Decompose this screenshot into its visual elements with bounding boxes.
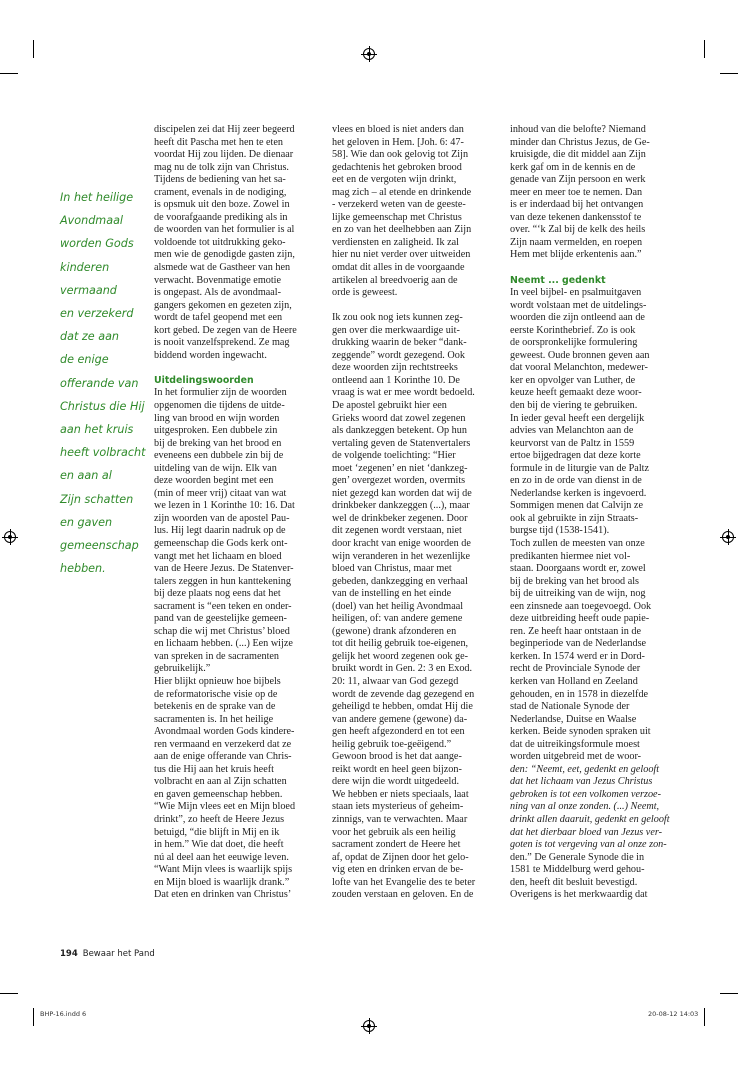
body-line: van deze tekenen dankensstof te bbox=[510, 211, 642, 223]
body-line: De apostel gebruikt hier een bbox=[332, 399, 447, 411]
body-line: schap die wij met Christus’ bloed bbox=[154, 625, 290, 637]
body-line: mag nu de tolk zijn van Christus. bbox=[154, 161, 289, 173]
body-line: volbracht en aan al Zijn schatten bbox=[154, 776, 287, 788]
body-line-italic: gebroken is tot een volkomen verzoe- bbox=[510, 788, 661, 800]
body-line: vertaling geven de Statenvertalers bbox=[332, 437, 471, 449]
body-line: deze uitbreiding heeft oude papie- bbox=[510, 613, 650, 625]
pull-quote-line: Avondmaal bbox=[60, 214, 124, 228]
body-line: Avondmaal worden Gods kindere- bbox=[154, 726, 295, 738]
body-line: vig eten en drinken ervan de be- bbox=[332, 864, 464, 876]
body-line: (min of meer vrij) citaat van wat bbox=[154, 487, 287, 499]
body-line: bruikt wordt in Gen. 2: 3 en Exod. bbox=[332, 663, 473, 675]
body-line: bij deze plaats nog eens dat het bbox=[154, 588, 281, 600]
pull-quote-line: en aan al bbox=[60, 469, 112, 483]
body-line: Sommigen menen dat Calvijn ze bbox=[510, 500, 643, 512]
body-line: dere wijn die wordt uitgedeeld. bbox=[332, 776, 460, 788]
crop-mark bbox=[0, 993, 18, 994]
body-line: omdat dit alles in de voorgaande bbox=[332, 262, 465, 274]
body-line: burgse tijd (1538-1541). bbox=[510, 525, 610, 537]
body-line-italic: drinkt allen daaruit, gedenkt en gelooft bbox=[510, 814, 670, 826]
crop-mark bbox=[0, 73, 18, 74]
body-line: (gewone) drank afzonderen en bbox=[332, 625, 457, 637]
pull-quote-line: de enige bbox=[60, 353, 109, 367]
body-line: kerken. In 1574 werd er in Dord- bbox=[510, 650, 645, 662]
body-line: geheiligd te hebben, omdat Hij die bbox=[332, 701, 473, 713]
body-line: In ieder geval heeft een dergelijk bbox=[510, 412, 645, 424]
body-line: ontleend aan 1 Korinthe 10. De bbox=[332, 374, 460, 386]
body-line: orde is geweest. bbox=[332, 287, 398, 299]
body-line: sacramenten is. In het heilige bbox=[154, 713, 274, 725]
body-line: af, opdat de Zijnen door het gelo- bbox=[332, 851, 469, 863]
registration-mark-icon bbox=[363, 48, 375, 60]
body-line: biddend worden ingewacht. bbox=[154, 349, 267, 361]
body-line: worden uitgebreid met de woor- bbox=[510, 751, 642, 763]
body-line: inhoud van die belofte? Niemand bbox=[510, 124, 646, 135]
body-line: staan. Doorgaans wordt er, zowel bbox=[510, 563, 646, 575]
body-line: de oorspronkelijke formulering bbox=[510, 337, 638, 349]
body-line: “Want Mijn vlees is waarlijk spijs bbox=[154, 864, 293, 876]
body-line: en zo in de orde van dienst in de bbox=[510, 475, 642, 487]
text-column-3 bbox=[510, 124, 675, 902]
pull-quote-line: aan het kruis bbox=[60, 423, 134, 437]
body-line: lus. Hij legt daarin nadruk op de bbox=[154, 525, 286, 537]
body-line: van andere gemene (gewone) da- bbox=[332, 713, 468, 725]
body-line: wel de drinkbeker zegenen. Door bbox=[332, 512, 468, 524]
body-line: Gewoon brood is het dat aange- bbox=[332, 751, 462, 763]
paragraph-spacer bbox=[332, 300, 497, 313]
paragraph-spacer bbox=[510, 262, 675, 275]
body-line: de volgende toelichting: “Hier bbox=[332, 450, 456, 462]
body-line: kerk gaf om in de kennis en de bbox=[510, 161, 636, 173]
text-column-2 bbox=[332, 124, 497, 902]
body-line: 58]. Wie dan ook gelovig tot Zijn bbox=[332, 149, 469, 161]
body-line: den bij de viering te gebruiken. bbox=[510, 399, 638, 411]
body-line: lijke gemeenschap met Christus bbox=[332, 211, 462, 223]
body-line: van de Heere Jezus. De Statenver- bbox=[154, 563, 294, 575]
body-line: gangers gekomen en gezeten zijn, bbox=[154, 299, 292, 311]
body-line: ker en opvolger van Luther, de bbox=[510, 374, 636, 386]
body-line: ertoe bijgedragen dat deze korte bbox=[510, 450, 641, 462]
publication-name: Bewaar het Pand bbox=[82, 949, 155, 959]
body-line: bij de uitreiking van de wijn, nog bbox=[510, 588, 646, 600]
body-line: heeft dit Pascha met hen te eten bbox=[154, 136, 283, 148]
body-line: 20: 11, alwaar van God gezegd bbox=[332, 676, 459, 688]
body-line: en gaven gemeenschap hebben. bbox=[154, 788, 283, 800]
body-line: betekenis en de sprake van de bbox=[154, 701, 276, 713]
body-line: dat vooral Melanchton, medewer- bbox=[510, 362, 648, 374]
body-line: bij de breking van het brood als bbox=[510, 575, 640, 587]
body-line: geweest. Oude bronnen geven aan bbox=[510, 349, 650, 361]
body-line: eveneens een dubbele zin bij de bbox=[154, 450, 284, 462]
body-line: van de instelling en het einde bbox=[332, 588, 452, 600]
body-line: is ongepast. Als de avondmaal- bbox=[154, 287, 282, 299]
body-line: crament, evenals in de nodiging, bbox=[154, 186, 287, 198]
body-line: pand van de geestelijke gemeen- bbox=[154, 613, 287, 625]
body-line: ook al gebruikte in zijn Straats- bbox=[510, 512, 639, 524]
crop-mark bbox=[720, 993, 738, 994]
body-line: beginperiode van de Nederlandse bbox=[510, 638, 647, 650]
body-line: van spreken in de sacramenten bbox=[154, 650, 280, 662]
body-line: heilig gebruik toe-geëigend.” bbox=[332, 738, 452, 750]
body-line: zijn woorden van de apostel Pau- bbox=[154, 512, 290, 524]
body-line: mag zich – al etende en drinkende bbox=[332, 186, 472, 198]
body-line: staan iets mysterieus of geheim- bbox=[332, 801, 464, 813]
section-heading: Uitdelingswoorden bbox=[154, 374, 254, 386]
body-line: uitdeling van de wijn. Elk van bbox=[154, 462, 277, 474]
body-line: en lichaam hebben. (...) Een wijze bbox=[154, 638, 293, 650]
body-line: formule in de liturgie van de Paltz bbox=[510, 462, 650, 474]
body-line: advies van Melanchton aan de bbox=[510, 425, 634, 437]
body-line: moet ‘zegenen’ en niet ‘dankzeg- bbox=[332, 462, 468, 474]
body-line: Tijdens de bediening van het sa- bbox=[154, 174, 286, 186]
body-line: wordt volstaan met de uitdelings- bbox=[510, 299, 647, 311]
body-line: verwacht. Bovenmatige emotie bbox=[154, 274, 282, 286]
body-line: bij de breking van het brood en bbox=[154, 437, 282, 449]
body-line: gen over die merkwaardige uit- bbox=[332, 324, 460, 336]
body-line: keuze heeft gemaakt deze woor- bbox=[510, 387, 642, 399]
body-line: In het formulier zijn de woorden bbox=[154, 387, 287, 399]
body-line: genade van Zijn persoon en werk bbox=[510, 174, 646, 186]
body-line: is nooit vanzelfsprekend. Ze mag bbox=[154, 337, 290, 349]
body-line: reikt wordt en heel geen bijzon- bbox=[332, 763, 462, 775]
text-column-1 bbox=[154, 124, 319, 902]
body-line: Hem met blijde erkentenis aan.” bbox=[510, 249, 642, 261]
body-line: als dankzeggen betekent. Op hun bbox=[332, 425, 467, 437]
body-line: sacrament zondert de Heere het bbox=[332, 839, 461, 851]
body-line: deze woorden begint met een bbox=[154, 475, 274, 487]
body-line: voor het gebruik als een heilig bbox=[332, 826, 456, 838]
body-line: bloed van Christus, maar met bbox=[332, 563, 452, 575]
slug-timestamp: 20-08-12 14:03 bbox=[648, 1010, 699, 1018]
body-line: eerste Korinthebrief. Zo is ook bbox=[510, 324, 636, 336]
body-line: Hier blijkt opnieuw hoe bijbels bbox=[154, 676, 281, 688]
body-line: stad de Nationale Synode der bbox=[510, 701, 630, 713]
registration-mark-icon bbox=[363, 1020, 375, 1032]
body-line: betuigd, “die blijft in Mij en ik bbox=[154, 826, 280, 838]
crop-mark bbox=[33, 1008, 34, 1026]
body-line: gen heeft afgezonderd en tot een bbox=[332, 726, 465, 738]
body-line: eet en de vergoten wijn drinkt, bbox=[332, 174, 457, 186]
registration-mark-icon bbox=[722, 531, 734, 543]
body-line: gemeenschap die Gods kerk ont- bbox=[154, 538, 288, 549]
body-line-italic: dat het lichaam van Jezus Christus bbox=[510, 776, 653, 788]
body-line: nú al deel aan het eeuwige leven. bbox=[154, 851, 289, 863]
body-line: wijn veranderen in het wezenlijke bbox=[332, 550, 471, 562]
body-line: We hebben er niets speciaals, laat bbox=[332, 788, 469, 800]
body-line: de voorafgaande prediking als in bbox=[154, 211, 288, 223]
body-line: is opsmuk uit den boze. Zowel in bbox=[154, 199, 290, 211]
crop-mark bbox=[33, 40, 34, 58]
body-line: kort gebed. De zegen van de Heere bbox=[154, 324, 297, 336]
body-line: sacrament is “een teken en onder- bbox=[154, 600, 292, 612]
body-line: keurvorst van de Paltz in 1559 bbox=[510, 437, 635, 449]
body-line: kruisigde, die dit middel aan Zijn bbox=[510, 149, 646, 161]
body-line: is er inderdaad bij het ontvangen bbox=[510, 199, 644, 211]
body-line: alsmede wat de Gastheer van hen bbox=[154, 262, 291, 274]
body-line: Overigens is het merkwaardig dat bbox=[510, 889, 648, 901]
body-line: zeggende” wordt gezegend. Ook bbox=[332, 349, 465, 361]
body-line: het geloven in Hem. [Joh. 6: 47- bbox=[332, 136, 464, 148]
body-line: wordt de tafel geopend met een bbox=[154, 312, 283, 324]
body-line: over. “‘k Zal bij de kelk des heils bbox=[510, 224, 646, 236]
body-line: hier nu niet verder over uitweiden bbox=[332, 249, 471, 261]
pull-quote-line: en verzekerd bbox=[60, 307, 134, 321]
section-heading: Neemt ... gedenkt bbox=[510, 274, 606, 286]
body-line: meer en meer toe te nemen. Dan bbox=[510, 186, 643, 198]
body-line: discipelen zei dat Hij zeer begeerd bbox=[154, 124, 295, 135]
pull-quote-line: vermaand bbox=[60, 283, 117, 297]
body-line: een zinsnede aan toegevoegd. Ook bbox=[510, 600, 652, 612]
body-line: Nederlandse kerken is ingevoerd. bbox=[510, 487, 647, 499]
body-line: Grieks woord dat zowel zegenen bbox=[332, 412, 466, 424]
body-line: voordat Hij zou lijden. De dienaar bbox=[154, 149, 294, 161]
body-line: niet gezegd kan worden dat wij de bbox=[332, 487, 472, 499]
body-line: woorden die zijn ontleend aan de bbox=[510, 312, 645, 324]
body-line-italic: dat het dierbaar bloed van Jezus ver- bbox=[510, 826, 663, 838]
page-footer bbox=[60, 949, 155, 959]
body-line: gehouden, en in 1578 in diezelfde bbox=[510, 688, 649, 700]
body-line: vangt met het lichaam en bloed bbox=[154, 550, 282, 562]
body-line: aan de enige offerande van Chris- bbox=[154, 751, 292, 763]
paragraph-spacer bbox=[154, 362, 319, 375]
slug-filename: BHP-16.indd 6 bbox=[40, 1010, 87, 1018]
body-line: dat de uitreikingsformule moest bbox=[510, 738, 640, 750]
body-line: en Mijn bloed is waarlijk drank.” bbox=[154, 876, 290, 888]
crop-mark bbox=[704, 40, 705, 58]
body-line: gedachtenis het gebroken brood bbox=[332, 161, 462, 173]
body-line-italic: ning van al onze zonden. (...) Neemt, bbox=[510, 801, 660, 813]
body-line: In veel bijbel- en psalmuitgaven bbox=[510, 287, 642, 299]
page-number: 194 bbox=[60, 949, 78, 959]
pull-quote-line: en gaven bbox=[60, 515, 113, 529]
pull-quote-line: kinderen bbox=[60, 260, 110, 274]
body-line: door kracht van enige woorden de bbox=[332, 538, 471, 549]
body-line: opgenomen die tijdens de uitde- bbox=[154, 399, 285, 411]
body-line: - verzekerd weten van de geeste- bbox=[332, 199, 466, 211]
body-line: “Wie Mijn vlees eet en Mijn bloed bbox=[154, 801, 296, 813]
body-line: in hem.” Wie dat doet, die heeft bbox=[154, 839, 284, 851]
body-line: zinnigs, van te verwachten. Maar bbox=[332, 814, 468, 826]
pull-quote-line: gemeenschap bbox=[60, 539, 139, 553]
body-line: Nederlandse, Duitse en Waalse bbox=[510, 713, 637, 725]
body-line: men wie de genodigde gasten zijn, bbox=[154, 249, 295, 261]
body-line: we lezen in 1 Korinthe 10: 16. Dat bbox=[154, 500, 295, 512]
body-line: gen’ overgezet worden, overmits bbox=[332, 475, 466, 487]
body-line: en zo van het deelhebben aan Zijn bbox=[332, 224, 472, 236]
body-line: gebeden, dankzegging en verhaal bbox=[332, 575, 468, 587]
body-line: Toch zullen de meesten van onze bbox=[510, 538, 645, 549]
body-line: deze woorden zijn rechtstreeks bbox=[332, 362, 458, 374]
body-line: drukking waarin de beker “dank- bbox=[332, 337, 467, 349]
body-line: (doel) van het heilig Avondmaal bbox=[332, 600, 464, 612]
body-line: Zijn naam vermelden, en roepen bbox=[510, 236, 643, 248]
crop-mark bbox=[720, 73, 738, 74]
pull-quote-line: offerande van bbox=[60, 376, 139, 390]
pull-quote-line: Zijn schatten bbox=[60, 492, 134, 506]
body-line: drinkbeker dankzeggen (...), maar bbox=[332, 500, 470, 512]
body-line: vraag is wat er mee wordt bedoeld. bbox=[332, 387, 475, 399]
body-line: zouden verstaan en geloven. En de bbox=[332, 889, 474, 901]
body-line: kerken. Beide synoden spraken uit bbox=[510, 726, 651, 738]
pull-quote-line: worden Gods bbox=[60, 237, 134, 251]
pull-quote-line: In het heilige bbox=[60, 191, 134, 204]
body-line: de woorden van het formulier is al bbox=[154, 224, 295, 236]
body-line: lofte van het Evangelie des te beter bbox=[332, 876, 476, 888]
pull-quote-line: Christus die Hij bbox=[60, 399, 145, 413]
body-line: gelijk het woord zegenen ook ge- bbox=[332, 650, 469, 662]
body-line: de reformatorische visie op de bbox=[154, 688, 278, 700]
body-line: Dat eten en drinken van Christus’ bbox=[154, 889, 292, 901]
body-line: drinkt”, zo heeft de Heere Jezus bbox=[154, 814, 285, 826]
body-line-italic: goten is tot vergeving van al onze zon- bbox=[510, 839, 667, 851]
body-line: verdiensten en zaligheid. Ik zal bbox=[332, 236, 460, 248]
body-line-italic: den: “Neemt, eet, gedenkt en gelooft bbox=[510, 763, 660, 775]
pull-quote-line: dat ze aan bbox=[60, 330, 120, 344]
body-line: den.” De Generale Synode die in bbox=[510, 851, 645, 863]
pull-quote-line: hebben. bbox=[60, 562, 106, 576]
body-line: ling van brood en wijn worden bbox=[154, 412, 280, 424]
body-line: uitgesproken. Een dubbele zin bbox=[154, 425, 278, 437]
body-line: voldoende tot uitdrukking geko- bbox=[154, 236, 286, 248]
body-line: tot dit heilig gebruik toe-eigenen, bbox=[332, 638, 469, 650]
body-line: tus die Hij aan het kruis heeft bbox=[154, 763, 274, 775]
body-line: Ik zou ook nog iets kunnen zeg- bbox=[332, 312, 463, 324]
body-line: 1581 te Middelburg werd gehou- bbox=[510, 864, 645, 876]
body-line: wordt de zevende dag gezegend en bbox=[332, 688, 475, 700]
body-line: kerken van Holland en Zeeland bbox=[510, 676, 638, 688]
body-line: ren vermaand en verzekerd dat ze bbox=[154, 738, 292, 750]
body-line: predikanten hiermee niet vol- bbox=[510, 550, 631, 562]
body-line: dit zegenen wordt verstaan, niet bbox=[332, 525, 462, 537]
body-line: den, heeft dit besluit bevestigd. bbox=[510, 876, 638, 888]
body-line: artikelen al breedvoerig aan de bbox=[332, 274, 458, 286]
registration-mark-icon bbox=[4, 531, 16, 543]
body-line: recht de Provinciale Synode der bbox=[510, 663, 641, 675]
body-line: gebruikelijk.” bbox=[154, 663, 211, 675]
pull-quote-line: heeft volbracht bbox=[60, 446, 146, 460]
pull-quote bbox=[60, 186, 145, 580]
body-line: ren. Ze heeft haar ontstaan in de bbox=[510, 625, 641, 637]
body-line: heiligen, of: van andere gemene bbox=[332, 613, 463, 625]
body-line: vlees en bloed is niet anders dan bbox=[332, 124, 464, 135]
body-line: minder dan Christus Jezus, de Ge- bbox=[510, 136, 650, 148]
body-line: talers zeggen in hun kanttekening bbox=[154, 575, 291, 587]
crop-mark bbox=[704, 1008, 705, 1026]
